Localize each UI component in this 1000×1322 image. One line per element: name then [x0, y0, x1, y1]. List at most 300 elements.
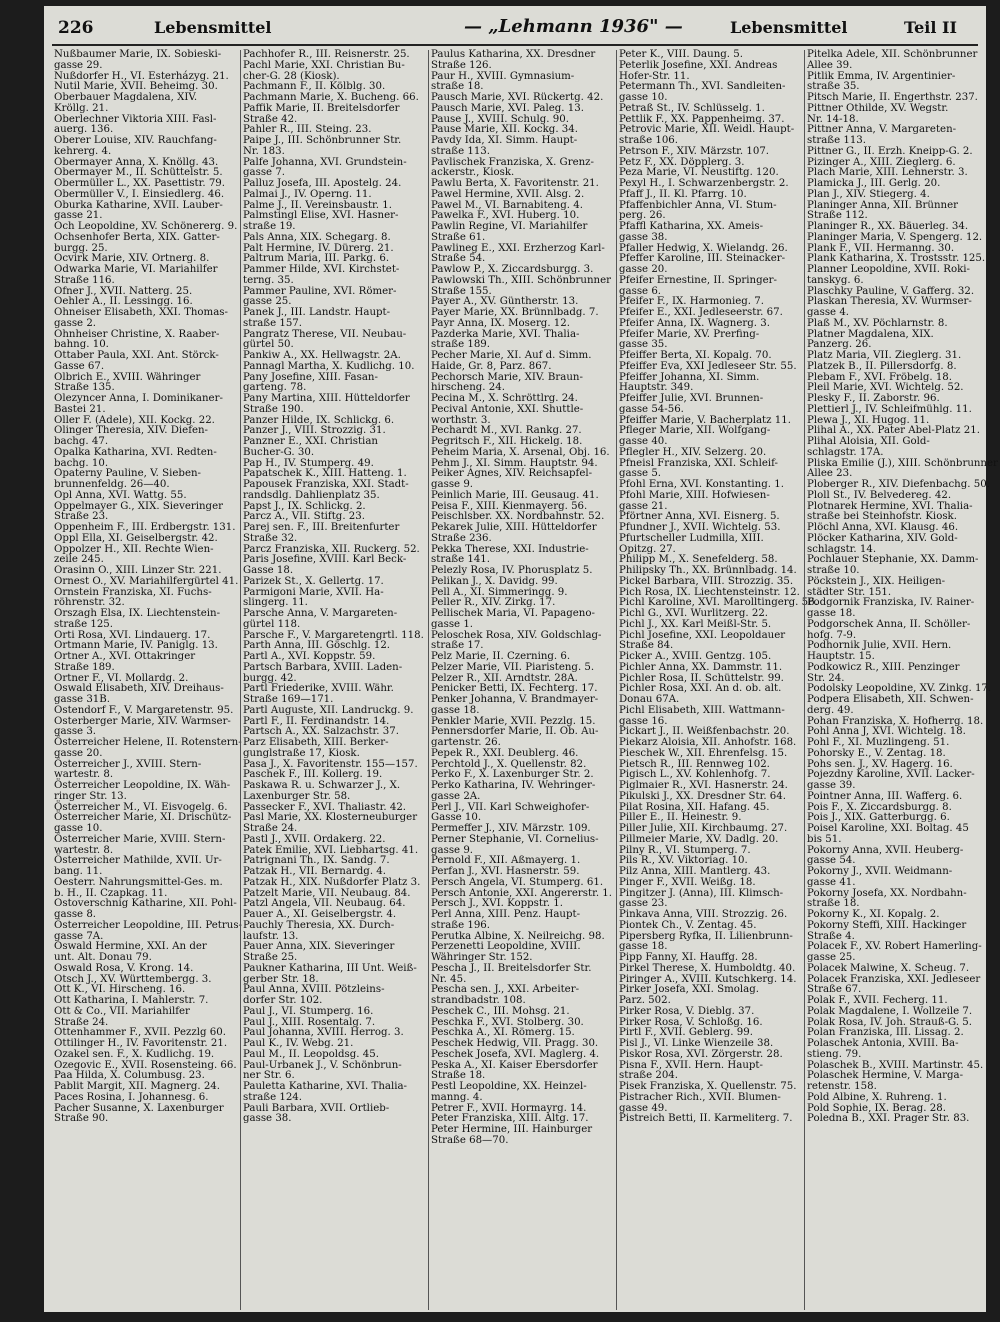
column-1	[52, 49, 242, 1310]
directory-entry: Orti Rosa, XVI. Lindauerg. 17.	[54, 629, 211, 641]
directory-entry: Straße 25.	[243, 952, 298, 963]
directory-entry: Pichl Karoline, XVI. Marolltingerg. 56.	[619, 597, 818, 609]
directory-entry: Paul J., XIII. Rosentalg. 7.	[243, 1016, 376, 1028]
directory-entry: städter Str. 151.	[807, 586, 892, 598]
directory-entry: Osterberger Marie, XIV. Warmser-	[54, 715, 231, 727]
directory-entry: Pirtl F., XVII. Geblerg. 99.	[619, 1027, 753, 1039]
directory-entry: Pirker Josefa, XXI. Smolag.	[619, 984, 759, 996]
directory-entry: Petrer F., XVII. Hormayrg. 14.	[431, 1102, 587, 1114]
directory-entry: Pfeiffer Berta, XI. Kopalg. 70.	[619, 350, 772, 361]
directory-entry: Ostendorf F., V. Margaretenstr. 95.	[54, 704, 234, 716]
directory-entry: Petrson F., XIV. Märzstr. 107.	[619, 145, 770, 157]
directory-entry: Partl A., XVI. Koppstr. 59.	[243, 651, 376, 662]
directory-entry: Pingitzer J. (Anna), III. Klimsch-	[619, 887, 784, 899]
directory-entry: Parth Anna, III. Göschlg. 12.	[243, 640, 391, 652]
directory-entry: Picker A., XVIII. Gentzg. 105.	[619, 651, 772, 662]
directory-entry: Paul K., IV. Webg. 21.	[243, 1038, 354, 1049]
directory-entry: Perner Stephanie, VI. Cornelius-	[431, 833, 599, 845]
directory-entry: gasse 31B.	[54, 694, 111, 705]
directory-entry: Pany Martina, XIII. Hütteldorfer	[243, 393, 410, 404]
directory-entry: Nr. 14-18.	[807, 113, 859, 125]
directory-entry: Pfeifer Anna, IX. Wagnerg. 3.	[619, 317, 770, 329]
directory-entry: Platz Maria, VII. Zieglerg. 31.	[807, 350, 962, 361]
directory-entry: Pfeifer Marie, XV. Prerfing-	[619, 328, 760, 340]
directory-entry: Pförtner Anna, XVI. Eisnerg. 5.	[619, 511, 780, 523]
directory-entry: Oberbauer Magdalena, XIV.	[54, 92, 198, 103]
directory-entry: gasse 25.	[243, 296, 292, 308]
directory-entry: Pawlin Regine, VI. Mariahilfer	[431, 221, 588, 232]
directory-entry: Pecher Marie, XI. Auf d. Simm.	[431, 350, 592, 361]
directory-entry: Pachmann Marie, X. Bucheng. 66.	[243, 92, 419, 103]
directory-entry: Pawlowski Th., XIII. Schönbrunner	[431, 274, 611, 286]
directory-entry: Pleil Marie, XVI. Wichtelg. 52.	[807, 382, 964, 394]
directory-entry: straße 10.	[807, 565, 860, 576]
directory-entry: Papousek Franziska, XXI. Stadt-	[243, 479, 409, 490]
directory-entry: Nußdorfer H., VI. Esterházyg. 21.	[54, 70, 229, 82]
directory-entry: Parz. 502.	[619, 995, 671, 1006]
directory-entry: gartenstr. 26.	[431, 737, 501, 748]
directory-entry: Pichl G., XVI. Wurlitzerg. 22.	[619, 608, 769, 619]
directory-entry: Ottaber Paula, XXI. Ant. Störck-	[54, 350, 219, 361]
directory-entry: Otsch J., XV. Württembergg. 3.	[54, 973, 212, 985]
directory-entry: Pehm J., XI. Simm. Hauptstr. 94.	[431, 457, 598, 469]
directory-entry: Pfundner J., XVII. Wichtelg. 53.	[619, 522, 781, 533]
directory-entry: Pauer A., XI. Geiselbergstr. 4.	[243, 909, 397, 920]
directory-entry: Pohl Anna J, XVI. Wichtelg. 18.	[807, 726, 966, 738]
directory-entry: Pisna F., XVII. Hern. Haupt-	[619, 1059, 763, 1071]
directory-entry: manng. 4.	[431, 1091, 483, 1103]
directory-entry: Platner Magdalena, XIX.	[807, 328, 934, 340]
directory-entry: Pawel Hermine, XVII. Alsg. 2.	[431, 188, 585, 200]
directory-entry: Opl Anna, XVI. Wattg. 55.	[54, 489, 187, 501]
directory-entry: gasse 39.	[807, 780, 856, 791]
directory-entry: Pois F., X. Ziccardsburgg. 8.	[807, 801, 952, 813]
directory-entry: Pangratz Therese, VII. Neubau-	[243, 328, 407, 340]
directory-entry: Polaschek Antonia, XVIII. Ba-	[807, 1038, 959, 1049]
directory-entry: Oehler A., II. Lessingg. 16.	[54, 296, 193, 308]
directory-entry: Philipsky Th., XX. Brünnlbadg. 14.	[619, 565, 797, 576]
directory-entry: Peterlik Josefine, XXI. Andreas	[619, 59, 778, 71]
directory-entry: Paris Josefine, XVIII. Karl Beck-	[243, 554, 407, 566]
directory-entry: Pennersdorfer Marie, II. Ob. Au-	[431, 726, 599, 738]
directory-entry: Obermüller L., XX. Pasettistr. 79.	[54, 178, 226, 189]
directory-entry: wartestr. 8.	[54, 769, 114, 781]
directory-entry: cher-G. 28 (Kiosk).	[243, 70, 340, 82]
directory-entry: Pahler R., III. Steing. 23.	[243, 124, 372, 136]
directory-entry: Parizek St., X. Gellertg. 17.	[243, 575, 384, 587]
directory-entry: Straße 126.	[431, 59, 492, 71]
directory-entry: perg. 26.	[619, 210, 666, 222]
directory-entry: Pepek R., XXI. Deublerg. 46.	[431, 747, 579, 759]
directory-entry: Österreicher Leopoldine, IX. Wäh-	[54, 780, 231, 791]
directory-entry: Planinger R., XX. Bäuerleg. 34.	[807, 221, 969, 232]
directory-entry: straße 17.	[431, 640, 484, 652]
directory-entry: gasse 54-56.	[619, 403, 684, 415]
directory-entry: bachg. 47.	[54, 436, 109, 447]
directory-entry: Partl Auguste, XII. Landruckg. 9.	[243, 704, 414, 716]
directory-entry: straße 189.	[431, 339, 491, 351]
directory-entry: Peschek Hedwig, VII. Pragg. 30.	[431, 1038, 599, 1049]
directory-entry: Österreicher M., VI. Eisvogelg. 6.	[54, 801, 228, 813]
directory-entry: Pipersberg Ryfka, II. Lilienbrunn-	[619, 930, 793, 942]
directory-entry: röhrenstr. 32.	[54, 597, 125, 609]
column-3	[428, 49, 613, 1310]
directory-entry: Pacher Susanne, X. Laxenburger	[54, 1102, 224, 1114]
directory-entry: Bastei 21.	[54, 403, 106, 415]
directory-entry: ackerstr., Kiosk.	[431, 167, 515, 179]
directory-entry: Perko Katharina, IV. Wehringer-	[431, 780, 596, 791]
directory-entry: Pipp Fanny, XI. Hauffg. 28.	[619, 952, 758, 963]
directory-entry: Str. 24.	[807, 672, 845, 684]
directory-entry: Pfeiffer Johanna, XI. Simm.	[619, 371, 760, 383]
directory-entry: Plihal A., XX. Pater Abel-Platz 21.	[807, 425, 980, 437]
directory-entry: Pachl Marie, XXI. Christian Bu-	[243, 59, 405, 71]
directory-entry: Pohorsky E., V. Zentag. 18.	[807, 747, 946, 759]
directory-entry: Straße 4.	[807, 930, 855, 942]
directory-entry: gasse 21.	[54, 210, 103, 222]
directory-entry: Pisl J., VI. Linke Wienzeile 38.	[619, 1038, 774, 1049]
directory-entry: gasse 4.	[807, 307, 850, 318]
directory-entry: Olbrich E., XVIII. Währinger	[54, 371, 201, 383]
directory-entry: Patzak H., VII. Bernardg. 4.	[243, 866, 387, 877]
directory-entry: Pikulski J., XX. Dresdner Str. 64.	[619, 790, 787, 802]
directory-entry: Pointner Anna, III. Wafferg. 6.	[807, 790, 963, 802]
directory-entry: Penker Johanna, V. Brandmayer-	[431, 694, 599, 705]
column-5	[804, 49, 998, 1310]
directory-entry: Pinger F., XVII. Weißg. 18.	[619, 876, 756, 888]
directory-entry: Hauptstr. 15.	[807, 651, 875, 662]
directory-entry: Pieschek W., XII. Ehrenfelsg. 15.	[619, 747, 788, 759]
directory-entry: Parcz Franziska, XII. Ruckerg. 52.	[243, 543, 420, 555]
directory-entry: garteng. 78.	[243, 382, 307, 394]
directory-entry: Pokorny Anna, XVII. Heuberg-	[807, 844, 964, 856]
directory-entry: Pilz Anna, XIII. Mantlerg. 43.	[619, 866, 771, 877]
directory-entry: Peschek Josefa, XVI. Maglerg. 4.	[431, 1048, 600, 1060]
directory-entry: Peschek C., III. Mohsg. 21.	[431, 1005, 570, 1017]
directory-entry: Ostoverschnig Katharine, XII. Pohl-	[54, 898, 237, 910]
directory-entry: Pauli Barbara, XVII. Ortlieb-	[243, 1102, 390, 1114]
directory-entry: Permeffer J., XIV. Märzstr. 109.	[431, 823, 591, 834]
directory-entry: Planner Leopoldine, XVII. Roki-	[807, 264, 970, 275]
directory-entry: Pannagl Martha, X. Kudlichg. 10.	[243, 360, 415, 372]
directory-entry: Oswald Elisabeth, XIV. Dreihaus-	[54, 683, 224, 695]
directory-entry: Pils R., XV. Viktoriag. 10.	[619, 855, 748, 867]
directory-entry: Ploll St., IV. Belvedereg. 42.	[807, 489, 952, 501]
directory-entry: Polak Magdalene, I. Wollzeile 7.	[807, 1005, 973, 1017]
directory-entry: Obermüller V., I. Einsiedlerg. 46.	[54, 188, 225, 200]
directory-entry: Ortmann Marie, IV. Paniglg. 13.	[54, 640, 218, 652]
directory-entry: gasse 54.	[807, 855, 856, 867]
directory-entry: Polacek Franziska, XXI. Jedleseer	[807, 973, 981, 985]
directory-entry: Ottenhammer F., XVII. Pezzlg 60.	[54, 1027, 226, 1039]
directory-entry: Paschek F., III. Kollerg. 19.	[243, 769, 383, 781]
directory-entry: Piller Julie, XII. Kirchbaumg. 27.	[619, 823, 788, 834]
directory-entry: Pfaller Hedwig, X. Wielandg. 26.	[619, 242, 788, 254]
directory-entry: Österreicher J., XVIII. Stern-	[54, 758, 202, 770]
directory-entry: straße 18.	[807, 898, 860, 910]
directory-entry: Pachmann F., II. Kölblg. 30.	[243, 81, 386, 93]
directory-entry: Peter Hermine, III. Hainburger	[431, 1124, 593, 1135]
directory-entry: gasse 16.	[619, 715, 668, 727]
directory-entry: Peschka F., XVI. Stolberg. 30.	[431, 1016, 584, 1028]
directory-entry: Pisek Franziska, X. Quellenstr. 75.	[619, 1081, 797, 1092]
header-center-title: — „Lehmann 1936" —	[464, 16, 683, 37]
page-number: 226	[58, 18, 94, 38]
directory-entry: gasse 18.	[807, 608, 856, 619]
directory-entry: Paa Hilda, X. Columbusg. 23.	[54, 1070, 205, 1082]
directory-entry: Piringer A., XVIII. Kutschkerg. 14.	[619, 973, 797, 985]
directory-entry: Paul Johanna, XVIII. Herrog. 3.	[243, 1027, 404, 1039]
directory-entry: Parcz A., VII. Stiftg. 23.	[243, 511, 366, 523]
directory-entry: Ortner F., VI. Mollardg. 2.	[54, 672, 189, 684]
directory-entry: Perchtold J., X. Quellenstr. 82.	[431, 758, 587, 770]
directory-entry: Währinger Str. 152.	[431, 952, 533, 963]
directory-entry: Opalka Katharina, XVI. Redten-	[54, 446, 217, 458]
directory-entry: Österreicher Leopoldine, III. Petrus-	[54, 919, 242, 931]
directory-entry: Podgorschek Anna, II. Schöller-	[807, 618, 971, 630]
directory-entry: gerber Str. 18.	[243, 973, 319, 985]
directory-entry: Pojezdny Karoline, XVII. Lacker-	[807, 769, 975, 781]
directory-entry: unt. Alt. Donau 79.	[54, 952, 152, 963]
directory-entry: Panzer J., VIII. Strozzig. 31.	[243, 425, 386, 437]
directory-entry: Kröllg. 21.	[54, 102, 109, 114]
directory-entry: Peischlsber. XX. Nordbahnstr. 52.	[431, 511, 605, 523]
directory-entry: Petraß St., IV. Schlüsselg. 1.	[619, 102, 765, 114]
directory-entry: Pexyl H., I. Schwarzenbergstr. 2.	[619, 178, 789, 189]
directory-entry: Opitzg. 27.	[619, 543, 676, 555]
directory-entry: Opaterny Pauline, V. Sieben-	[54, 468, 201, 480]
directory-entry: Pohs sen. J., XV. Hagerg. 16.	[807, 758, 953, 770]
directory-entry: Palmai J., IV. Operng. 11.	[243, 188, 372, 200]
directory-entry: Pelzer R., XII. Arndtstr. 28A.	[431, 672, 578, 684]
directory-entry: Ocvirk Marie, XIV. Ortnerg. 8.	[54, 253, 210, 265]
directory-entry: Peinlich Marie, III. Geusaug. 41.	[431, 489, 599, 501]
directory-entry: Perl J., VII. Karl Schweighofer-	[431, 801, 590, 813]
directory-entry: Paces Rosina, I. Johannesg. 6.	[54, 1091, 209, 1103]
header-left-title: Lebensmittel	[154, 18, 272, 37]
directory-entry: Pekka Therese, XXI. Industrie-	[431, 543, 589, 555]
directory-entry: Pfurtscheller Ludmilla, XIII.	[619, 532, 764, 544]
directory-entry: Partl F., II. Ferdinandstr. 14.	[243, 715, 390, 727]
directory-entry: Platzek B., II. Pillersdorfg. 8.	[807, 360, 957, 372]
directory-entry: Pausch Marie, XVI. Rückertg. 42.	[431, 92, 604, 103]
directory-entry: Poisel Karoline, XXI. Boltag. 45	[807, 823, 969, 834]
directory-entry: Perl Anna, XIII. Penz. Haupt-	[431, 909, 581, 920]
directory-entry: Paul M., II. Leopoldsg. 45.	[243, 1048, 379, 1060]
directory-entry: Pegritsch F., XII. Hickelg. 18.	[431, 436, 583, 447]
directory-entry: straße 204.	[619, 1070, 679, 1082]
directory-entry: straße 141.	[431, 554, 491, 566]
directory-entry: Polak Rosa, IV. Joh. Strauß-G. 5.	[807, 1016, 973, 1028]
directory-entry: Palmstingl Elise, XVI. Hasner-	[243, 210, 399, 222]
directory-entry: Pfleger Marie, XII. Wolfgang-	[619, 425, 771, 437]
directory-entry: gunglstraße 17, Kiosk.	[243, 747, 360, 759]
directory-entry: schlagstr. 14.	[807, 543, 877, 555]
directory-entry: Pfohl Marie, XIII. Hofwiesen-	[619, 489, 770, 501]
directory-entry: Ozakel sen. F., X. Kudlichg. 19.	[54, 1048, 215, 1060]
directory-entry: Polak F., XVII. Fecherg. 11.	[807, 995, 948, 1006]
directory-entry: Papst J., IX. Schlickg. 2.	[243, 500, 366, 512]
directory-entry: Pohan Franziska, X. Hofherrg. 18.	[807, 715, 984, 727]
directory-entry: hirscheng. 24.	[431, 382, 505, 394]
directory-entry: Plank F., VII. Hermanng. 30.	[807, 242, 955, 254]
directory-entry: Pfeifer E., XXI. Jedleseerstr. 67.	[619, 307, 783, 318]
directory-entry: straße bei Steinhofstr. Kiosk.	[807, 511, 957, 523]
directory-entry: Pescha sen. J., XXI. Arbeiter-	[431, 984, 580, 996]
directory-entry: Ottilinger H., IV. Favoritenstr. 21.	[54, 1038, 228, 1049]
directory-entry: Pichler Rosa, II. Schüttelstr. 99.	[619, 672, 784, 684]
directory-entry: Piskor Rosa, XVI. Zörgerstr. 28.	[619, 1048, 783, 1060]
column-2	[240, 49, 424, 1310]
directory-entry: Pickel Barbara, VIII. Strozzig. 35.	[619, 575, 794, 587]
directory-entry: Pistreich Betti, II. Karmeliterg. 7.	[619, 1113, 793, 1125]
directory-entry: worthstr. 3.	[431, 414, 491, 426]
directory-entry: Olezyncer Anna, I. Dominikaner-	[54, 393, 223, 404]
directory-entry: Pastl J., XVII. Ordakerg. 22.	[243, 833, 386, 845]
directory-entry: Penicker Betti, IX. Fechterg. 17.	[431, 683, 598, 695]
directory-entry: Pawlu Berta, X. Favoritenstr. 21.	[431, 178, 599, 189]
directory-entry: gasse 5.	[619, 468, 662, 480]
directory-entry: Pause Marie, XII. Kockg. 34.	[431, 124, 578, 136]
directory-entry: gasse 1.	[431, 618, 474, 630]
directory-entry: Parsche F., V. Margaretengrtl. 118.	[243, 629, 424, 641]
directory-entry: Pfeiffer Marie, V. Bacherplatz 11.	[619, 414, 791, 426]
directory-entry: Oswald Hermine, XXI. An der	[54, 941, 207, 953]
directory-entry: Peheim Maria, X. Arsenal, Obj. 16.	[431, 446, 610, 458]
directory-entry: Ornstein Franziska, XI. Fuchs-	[54, 586, 212, 598]
directory-entry: Pold Sophie, IX. Berag. 28.	[807, 1102, 946, 1114]
directory-entry: Straße 155.	[431, 285, 492, 297]
directory-entry: Pachhofer R., III. Reisnerstr. 25.	[243, 49, 410, 60]
directory-entry: Plank Katharina, X. Trostsstr. 125.	[807, 253, 986, 265]
directory-entry: Pestl Leopoldine, XX. Heinzel-	[431, 1081, 587, 1092]
directory-entry: gasse 7.	[243, 167, 286, 179]
directory-entry: Pawlow P., X. Ziccardsburgg. 3.	[431, 264, 594, 275]
directory-entry: Passecker F., XVI. Thaliastr. 42.	[243, 801, 407, 813]
directory-entry: Plöchl Anna, XVI. Klausg. 46.	[807, 522, 959, 533]
directory-entry: burgg. 25.	[54, 242, 108, 254]
directory-entry: Palfe Johanna, XVI. Grundstein-	[243, 156, 407, 168]
directory-entry: Obermayer Anna, X. Knöllg. 43.	[54, 156, 219, 168]
directory-entry: strandbadstr. 108.	[431, 995, 526, 1006]
directory-entry: Pechardt M., XVI. Rankg. 27.	[431, 425, 582, 437]
directory-entry: Pokorny Josefa, XX. Nordbahn-	[807, 887, 967, 899]
directory-entry: tanskyg. 6.	[807, 274, 864, 286]
directory-entry: Oppolzer H., XII. Rechte Wien-	[54, 543, 214, 555]
directory-entry: Paipe J., III. Schönbrunner Str.	[243, 135, 402, 146]
directory-entry: auerg. 136.	[54, 124, 114, 136]
directory-entry: Och Leopoldine, XV. Schönererg. 9.	[54, 221, 238, 232]
directory-entry: Pitsch Marie, II. Engerthstr. 237.	[807, 92, 978, 103]
directory-entry: gasse 40.	[619, 436, 668, 447]
directory-entry: gasse 9.	[431, 844, 474, 856]
directory-entry: Polacek F., XV. Robert Hamerling-	[807, 941, 982, 953]
directory-entry: Straße 169—171.	[243, 694, 334, 705]
directory-entry: Philipp M., X. Senefelderg. 58.	[619, 554, 778, 566]
directory-entry: Österreicher Marie, XVIII. Stern-	[54, 833, 226, 845]
directory-entry: Pekarek Julie, XIII. Hütteldorfer	[431, 522, 597, 533]
directory-entry: Perko F., X. Laxenburger Str. 2.	[431, 769, 594, 781]
directory-entry: straße 196.	[431, 919, 491, 931]
directory-entry: gasse 38.	[243, 1113, 292, 1125]
directory-entry: Gasse 67.	[54, 360, 105, 372]
directory-entry: stieng. 79.	[807, 1048, 862, 1060]
directory-entry: Pawlineg E., XXI. Erzherzog Karl-	[431, 242, 605, 254]
directory-entry: Pauer Anna, XIX. Sieveringer	[243, 941, 395, 953]
directory-entry: Hofer-Str. 11.	[619, 70, 690, 82]
directory-entry: Patek Emilie, XVI. Liebhartsg. 41.	[243, 844, 419, 856]
directory-entry: gasse 18.	[619, 941, 668, 953]
directory-entry: Pfohl Erna, XVI. Konstanting. 1.	[619, 479, 784, 490]
directory-entry: Peschka A., XI. Römerg. 15.	[431, 1027, 575, 1039]
directory-entry: Pokorny J., XVII. Weidmann-	[807, 866, 953, 877]
directory-entry: gasse 23.	[619, 898, 668, 910]
directory-entry: gasse 29.	[54, 59, 103, 71]
directory-entry: zeile 245.	[54, 554, 104, 566]
directory-entry: Perzenetti Leopoldine, XVIII.	[431, 941, 581, 953]
directory-entry: Österreicher Marie, XI. Drischütz-	[54, 812, 232, 824]
directory-entry: Pittner Othilde, XV. Wegstr.	[807, 102, 949, 114]
directory-entry: Peller R., XIV. Zirkg. 17.	[431, 597, 556, 609]
directory-entry: Pitelka Adele, XII. Schönbrunner	[807, 49, 978, 60]
directory-entry: Pelz Marie, II. Czerning. 6.	[431, 651, 571, 662]
directory-entry: Oppenheim F., III. Erdbergstr. 131.	[54, 522, 236, 533]
directory-entry: slingerg. 11.	[243, 597, 308, 609]
directory-entry: Pawelka F., XVI. Huberg. 10.	[431, 210, 580, 222]
directory-entry: Peiker Agnes, XIV. Reichsapfel-	[431, 468, 593, 480]
directory-entry: Pernold F., XII. Aßmayerg. 1.	[431, 855, 581, 867]
directory-entry: Perfan J., XVI. Hasnerstr. 59.	[431, 866, 580, 877]
directory-entry: Piglmaier R., XVI. Hasnerstr. 24.	[619, 780, 788, 791]
directory-entry: Obermayer M., II. Schüttelstr. 5.	[54, 167, 223, 179]
directory-entry: Pescha J., II. Breitelsdorfer Str.	[431, 962, 592, 974]
directory-entry: Peska A., XI. Kaiser Ebersdorfer	[431, 1059, 598, 1071]
directory-entry: Ott K., VI. Hirscheng. 16.	[54, 984, 186, 996]
directory-entry: Pokorny Steffi, XIII. Hackinger	[807, 919, 967, 931]
directory-entry: Pellischek Maria, VI. Papageno-	[431, 608, 595, 619]
directory-entry: Pavlischek Franziska, X. Grenz-	[431, 156, 594, 168]
directory-entry: Donau 67A.	[619, 694, 680, 705]
directory-entry: Pichl Josefine, XXI. Leopoldauer	[619, 629, 786, 641]
directory-entry: Parej sen. F., III. Breitenfurter	[243, 522, 400, 533]
directory-entry: Straße 67.	[807, 984, 862, 996]
directory-entry: Plewa J., XI. Hugog. 11.	[807, 414, 930, 426]
directory-entry: Piller E., II. Heinestr. 9.	[619, 812, 742, 824]
directory-entry: Pelzer Marie, VII. Piaristeng. 5.	[431, 661, 595, 673]
directory-entry: Pichl Elisabeth, XIII. Wattmann-	[619, 704, 785, 716]
directory-entry: Pettlik F., XX. Pappenheimg. 37.	[619, 113, 785, 125]
directory-entry: Pohl F., XI. Muzlingeng. 51.	[807, 737, 950, 748]
directory-entry: Oswald Rosa, V. Krong. 14.	[54, 962, 194, 974]
directory-entry: Pold Albine, X. Ruhreng. 1.	[807, 1091, 947, 1103]
directory-entry: schlagstr. 17A.	[807, 446, 884, 458]
directory-entry: Pilny R., VI. Stumperg. 7.	[619, 844, 751, 856]
directory-entry: Ott & Co., VII. Mariahilfer	[54, 1005, 190, 1017]
directory-entry: Petrovic Marie, XII. Weidl. Haupt-	[619, 124, 795, 136]
directory-entry: straße 125.	[54, 618, 114, 630]
directory-entry: Plotnarek Hermine, XVI. Thalia-	[807, 500, 973, 512]
directory-entry: Planinger Maria, V. Spengerg. 12.	[807, 231, 983, 243]
directory-entry: Pichl J., XX. Karl Meißl-Str. 5.	[619, 618, 772, 630]
directory-entry: Payer A., XV. Güntherstr. 13.	[431, 296, 579, 308]
directory-entry: Pitlik Emma, IV. Argentinier-	[807, 70, 956, 82]
directory-entry: Pablit Margit, XII. Magnerg. 24.	[54, 1081, 221, 1092]
directory-entry: Straße 42.	[243, 113, 298, 125]
directory-entry: gasse 18.	[431, 704, 480, 716]
directory-entry: Pigisch L., XV. Kohlenhofg. 7.	[619, 769, 771, 781]
directory-entry: Pals Anna, XIX. Schegarg. 8.	[243, 231, 391, 243]
directory-entry: Straße 68—70.	[431, 1134, 509, 1146]
